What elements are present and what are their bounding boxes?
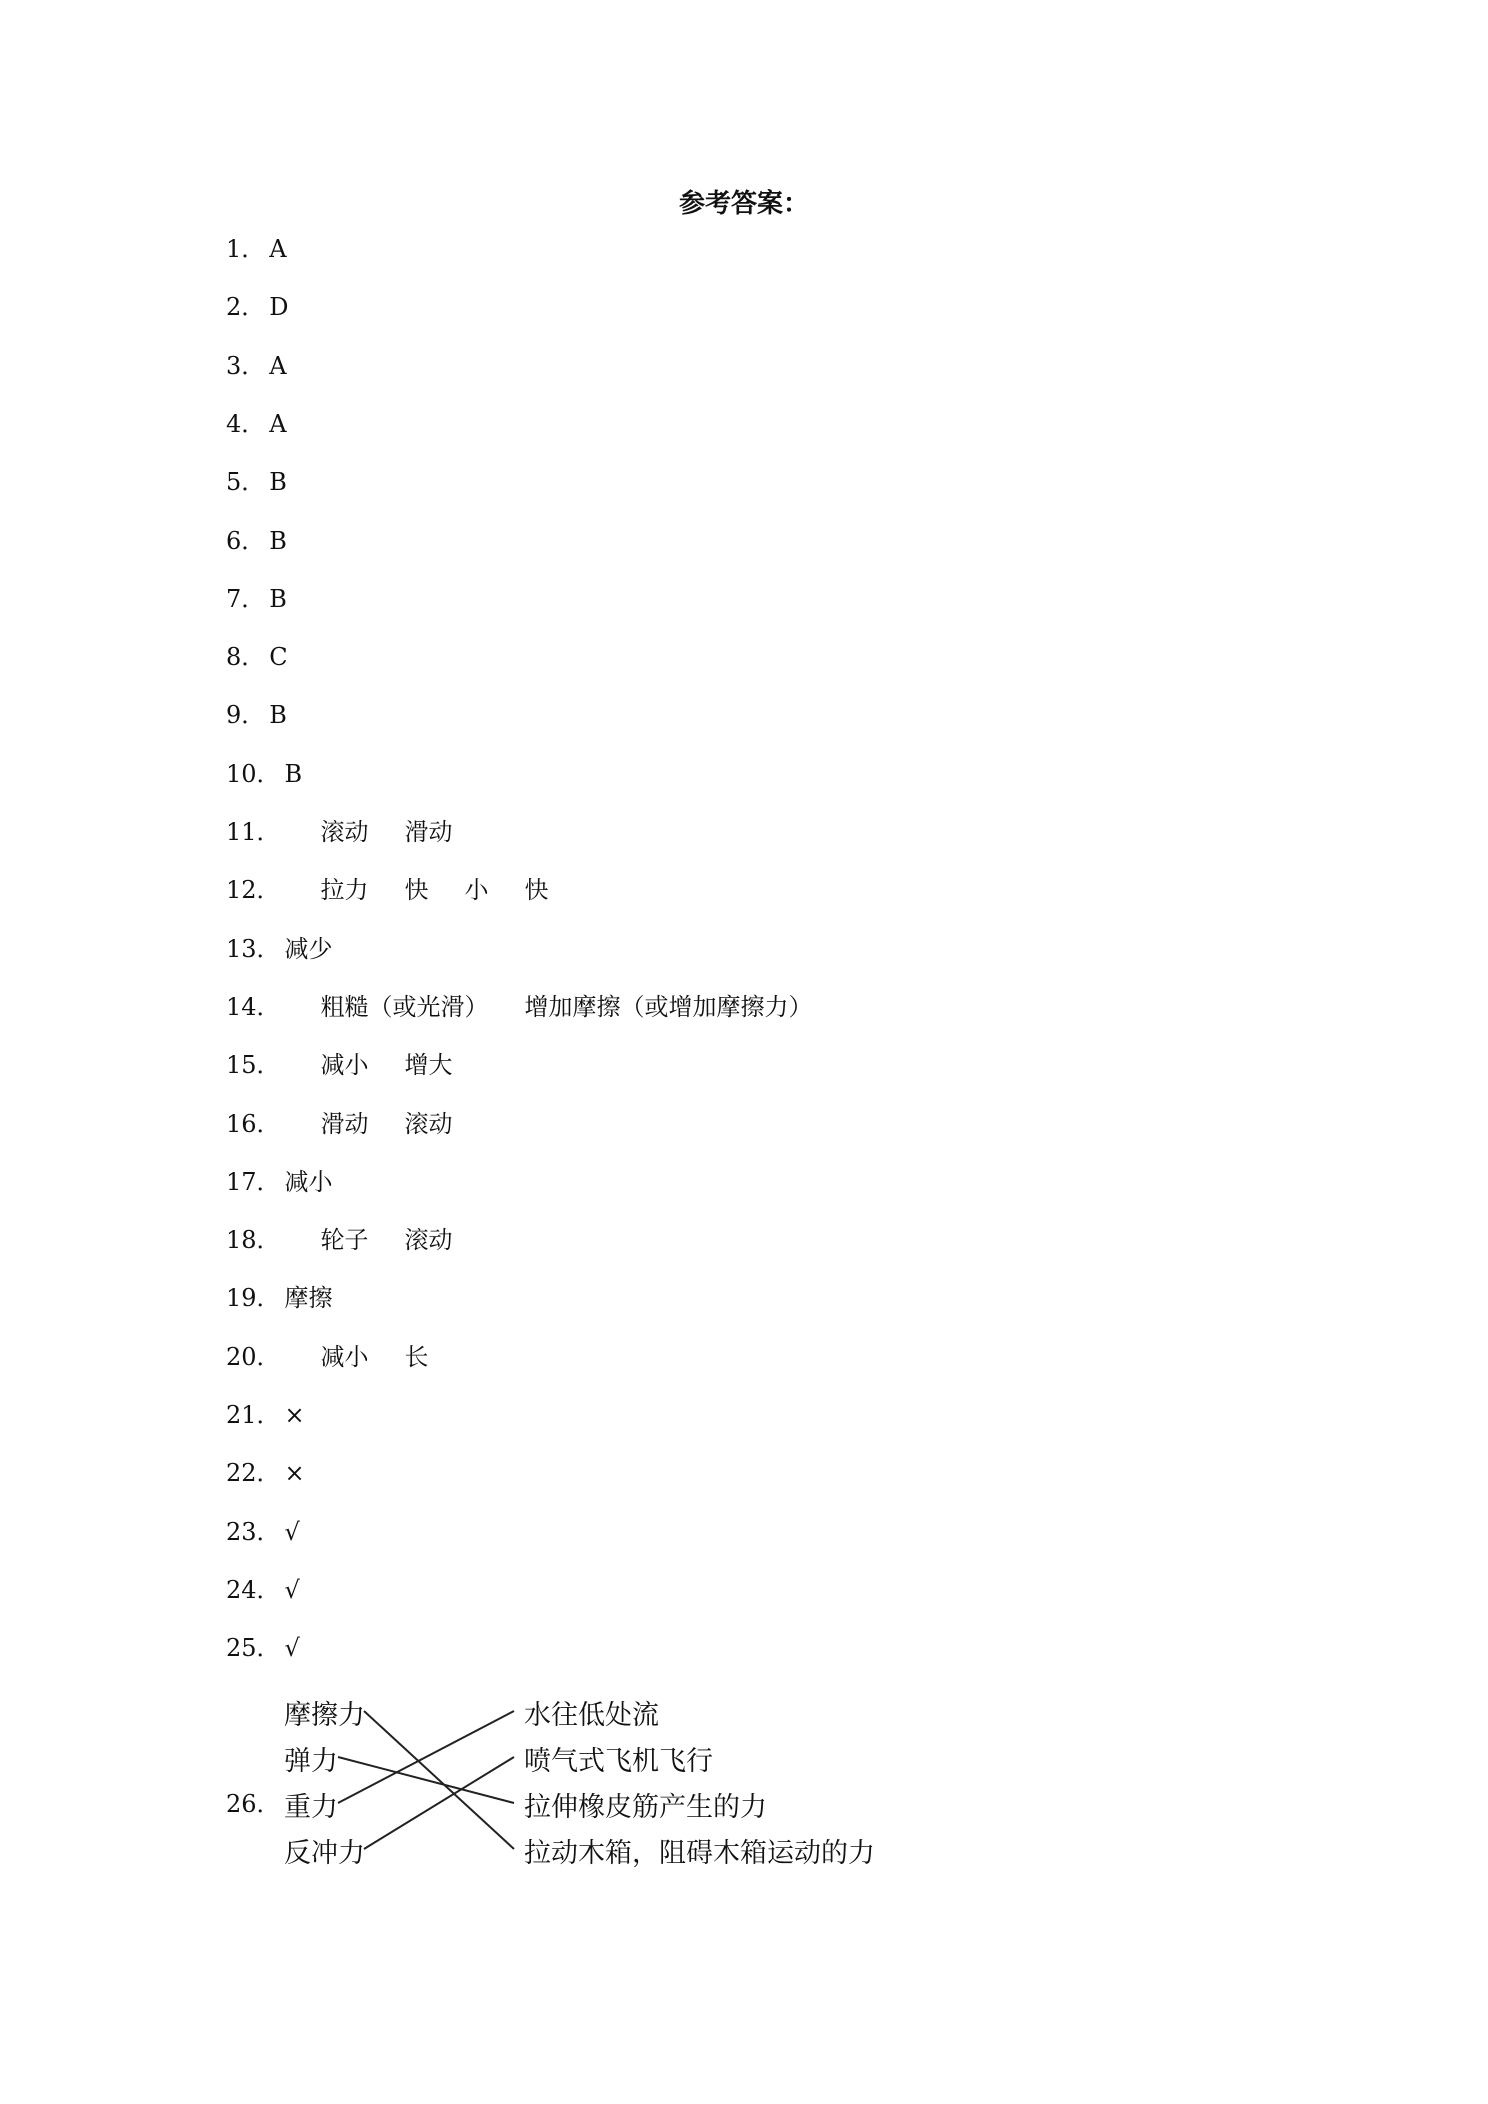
answer-value: B [284, 760, 303, 788]
answer-value: B [269, 468, 287, 496]
question-number: 14． [226, 993, 281, 1021]
question-number: 15． [226, 1051, 281, 1079]
answer-value: 拉力 [320, 876, 369, 904]
answer-item [226, 933, 333, 965]
question-number: 17． [226, 1168, 281, 1196]
answer-value: 轮子 [320, 1226, 369, 1254]
answer-item [226, 1632, 300, 1664]
question-number: 10． [226, 760, 281, 788]
question-number: 18． [226, 1226, 281, 1254]
answer-item [226, 699, 287, 731]
question-number: 24． [226, 1576, 281, 1604]
right-term: 拉伸橡皮筋产生的力 [524, 1792, 767, 1823]
answer-value: 减小 [320, 1343, 369, 1371]
answer-value: √ [284, 1576, 300, 1604]
answer-item [226, 874, 549, 906]
match-line [364, 1711, 514, 1849]
question-number: 7． [226, 585, 266, 613]
answer-value: C [269, 643, 288, 671]
match-line [338, 1757, 514, 1803]
answer-value: A [269, 410, 287, 438]
answer-item [226, 583, 287, 615]
question-number: 12． [226, 876, 281, 904]
left-term: 弹力 [284, 1746, 338, 1777]
answer-item [226, 816, 453, 848]
answer-item [226, 1457, 305, 1489]
answer-value: 滚动 [404, 1110, 453, 1138]
question-number: 8． [226, 643, 266, 671]
question-number: 23． [226, 1518, 281, 1546]
answer-item [226, 408, 287, 440]
answer-value: 减小 [320, 1051, 369, 1079]
answer-value: 快 [404, 876, 429, 904]
answer-item [226, 641, 288, 673]
answer-value: B [269, 701, 287, 729]
answer-item [226, 1399, 305, 1431]
answer-item [226, 233, 287, 265]
answer-value: 增大 [404, 1051, 453, 1079]
right-term: 拉动木箱，阻碍木箱运动的力 [524, 1838, 875, 1869]
question-number: 6． [226, 527, 266, 555]
question-number: 20． [226, 1343, 281, 1371]
answer-item [226, 1574, 300, 1606]
question-number: 22． [226, 1459, 281, 1487]
answer-item [226, 291, 289, 323]
answer-value: 长 [404, 1343, 429, 1371]
answer-value: A [269, 235, 287, 263]
match-line [364, 1757, 514, 1849]
answer-value: 快 [524, 876, 549, 904]
answer-item [226, 991, 813, 1023]
question-number: 3． [226, 352, 266, 380]
right-term: 喷气式飞机飞行 [524, 1746, 713, 1777]
answer-item [226, 1108, 453, 1140]
answer-value: 粗糙（或光滑） [320, 993, 489, 1021]
question-number: 25． [226, 1634, 281, 1662]
question-number: 21． [226, 1401, 281, 1429]
question-number: 5． [226, 468, 266, 496]
answer-value: B [269, 527, 287, 555]
answer-value: √ [284, 1518, 300, 1546]
answer-value: 摩擦 [284, 1284, 333, 1312]
answer-value: 滚动 [320, 818, 369, 846]
answer-item [226, 1224, 453, 1256]
answer-value: × [284, 1401, 305, 1429]
answer-item [226, 466, 287, 498]
answer-value: × [284, 1459, 305, 1487]
answer-value: 小 [464, 876, 489, 904]
right-term: 水往低处流 [524, 1700, 659, 1731]
answer-value: A [269, 352, 287, 380]
answer-value: 滚动 [404, 1226, 453, 1254]
answer-value: 滑动 [404, 818, 453, 846]
answer-value: D [269, 293, 289, 321]
question-number: 13． [226, 935, 281, 963]
answer-item [226, 758, 302, 790]
answer-value: B [269, 585, 287, 613]
question-number: 19． [226, 1284, 281, 1312]
answer-item [226, 1282, 333, 1314]
left-term: 摩擦力 [284, 1700, 365, 1731]
answer-item [226, 525, 287, 557]
question-number: 1． [226, 235, 266, 263]
matching-question [226, 1688, 926, 1878]
left-term: 重力 [284, 1792, 338, 1823]
left-term: 反冲力 [284, 1838, 365, 1869]
answer-item [226, 1516, 300, 1548]
question-number: 2． [226, 293, 266, 321]
answer-value: 减少 [284, 935, 333, 963]
answer-value: 滑动 [320, 1110, 369, 1138]
answer-value: 减小 [284, 1168, 333, 1196]
page-title: 参考答案： [678, 189, 809, 219]
answer-item [226, 1166, 333, 1198]
question-number: 11． [226, 818, 281, 846]
question-number: 16． [226, 1110, 281, 1138]
answer-value: √ [284, 1634, 300, 1662]
question-number: 26． [226, 1790, 281, 1818]
answer-item [226, 1341, 429, 1373]
question-number: 9． [226, 701, 266, 729]
answer-value: 增加摩擦（或增加摩擦力） [524, 993, 813, 1021]
question-number: 4． [226, 410, 266, 438]
answer-item [226, 350, 287, 382]
answer-item [226, 1049, 453, 1081]
